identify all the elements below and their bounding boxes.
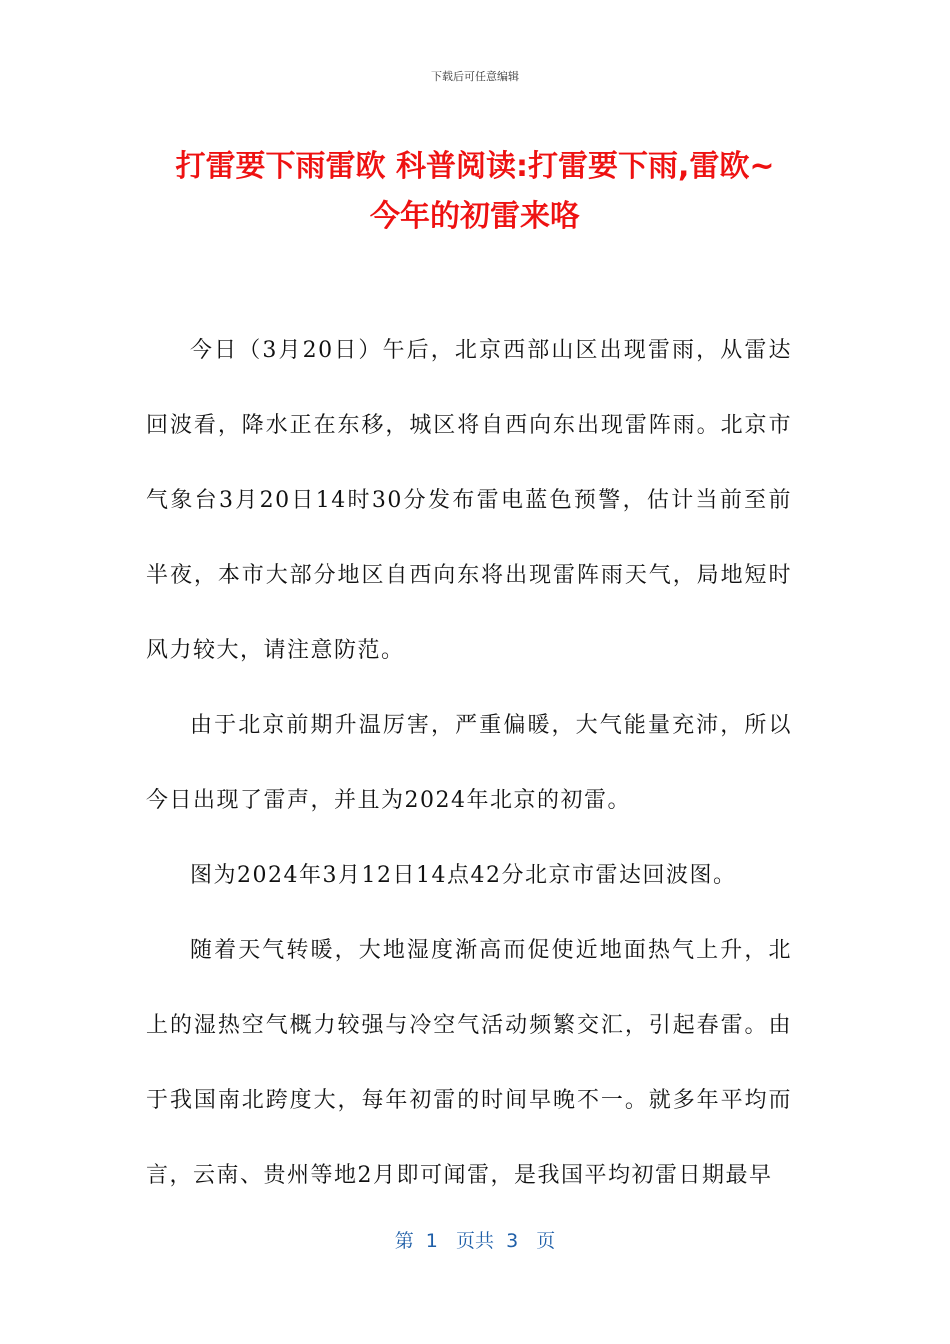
- paragraph-3: 图为2024年3月12日14点42分北京市雷达回波图。: [190, 863, 737, 888]
- paragraph-1: 今日（3月20日）午后，北京西部山区出现雷雨，从雷达回波看，降水正在东移，城区将自西向东出现雷阵雨。北京市气象台3月20日14时30分发布雷电蓝色预警，估计当前至前半夜，本市大部分地区自西向东将出现雷阵雨天气，局地短时风力较大，请注意防范。: [146, 338, 792, 663]
- title-line-1: 打雷要下雨雷欧 科普阅读:打雷要下雨,雷欧~: [175, 149, 775, 184]
- title-line-2: 今年的初雷来咯: [370, 199, 580, 234]
- paragraph-4: 随着天气转暖，大地湿度渐高而促使近地面热气上升，北上的湿热空气概力较强与冷空气活动频繁交汇，引起春雷。由于我国南北跨度大，每年初雷的时间早晚不一。就多年平均而言，云南、贵州等地2月即可闻雷，是我国平均初雷日期最早: [146, 938, 792, 1188]
- page-number-footer: 第 1 页共 3 页: [394, 1230, 556, 1252]
- document-title: [130, 142, 820, 242]
- article-body: [146, 313, 792, 1213]
- header-note: 下载后可任意编辑: [431, 70, 519, 83]
- paragraph-2: 由于北京前期升温厉害，严重偏暖，大气能量充沛，所以今日出现了雷声，并且为2024年北京的初雷。: [146, 713, 792, 813]
